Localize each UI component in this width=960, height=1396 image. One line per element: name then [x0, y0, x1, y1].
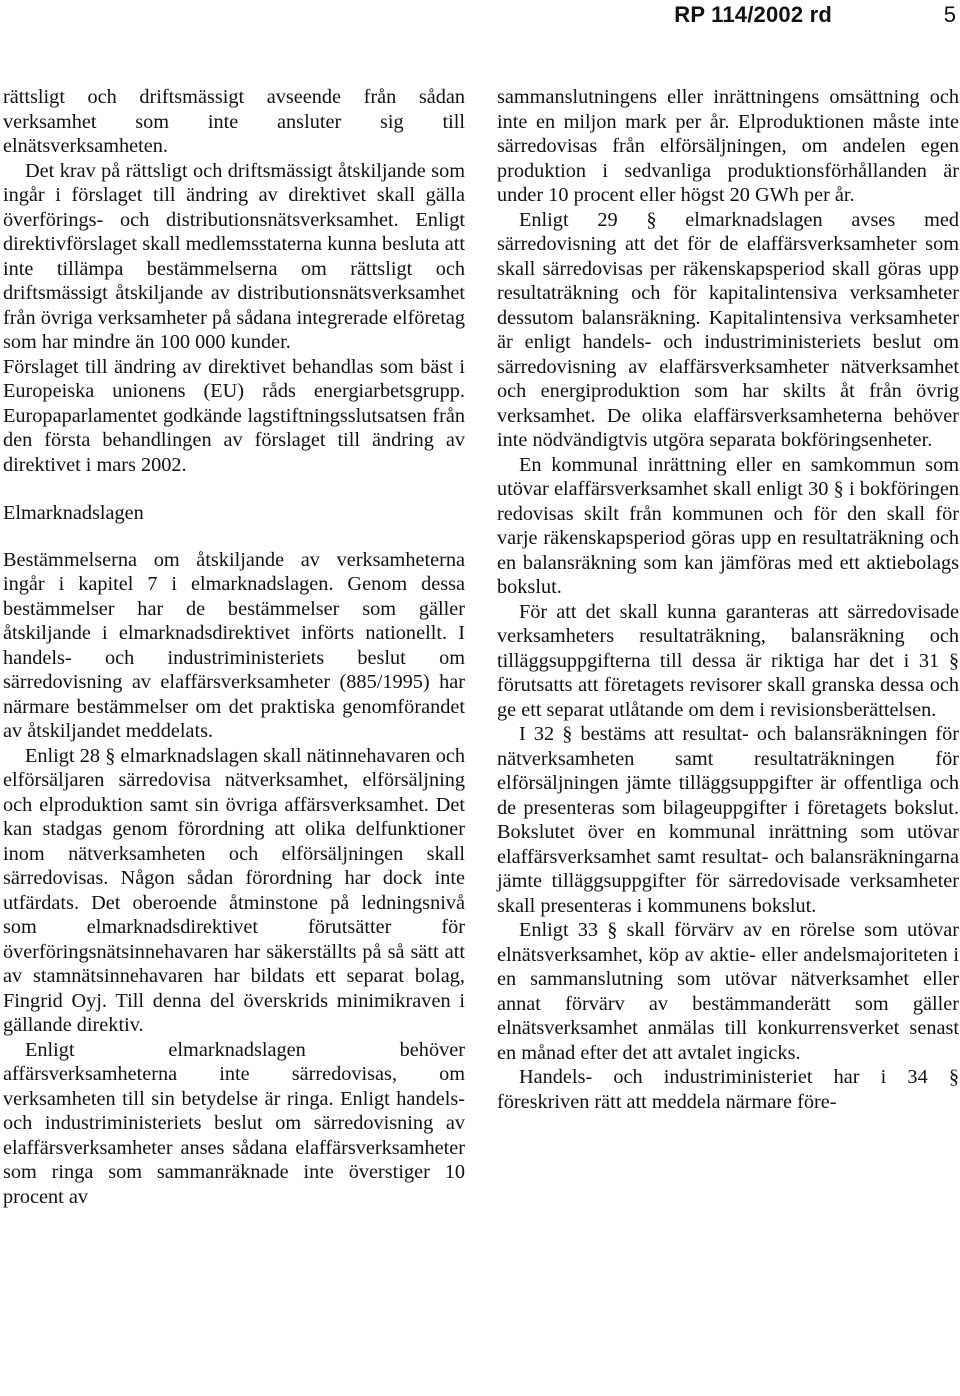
- paragraph: Enligt 29 § elmarknadslagen avses med särredovisning att det för de elaffärsverksamheter som skall särredovisas per räkenskapsperiod skall göras upp resultaträkning och för kapitalintensiva verksamheter dessutom balansräkning. Kapitalintensiva verksamheter är enligt handels- och industriministeriets beslut om särredovisning av elaffärsverksamheter nätverksamhet och energiproduktion som har skilts åt från övrig verksamhet. De olika elaffärsverksamheterna behöver inte nödvändigtvis utgöra separata bokföringsenheter.: [497, 208, 959, 451]
- paragraph: rättsligt och driftsmässigt avseende från sådan verksamhet som inte ansluter sig till elnätsverksamheten.: [3, 86, 465, 157]
- paragraph: Handels- och industriministeriet har i 34 § föreskriven rätt att meddela närmare före-: [497, 1066, 959, 1113]
- document-reference: RP 114/2002 rd: [674, 2, 832, 27]
- left-column: [3, 85, 465, 1209]
- paragraph: Förslaget till ändring av direktivet behandlas som bäst i Europeiska unionens (EU) råds energiarbetsgrupp. Europaparlamentet godkände lagstiftningsslutsatsen från den första behandlingen av förslaget till ändring av direktivet i mars 2002.: [3, 355, 465, 476]
- paragraph: En kommunal inrättning eller en samkommun som utövar elaffärsverksamhet skall enligt 30 § i bokföringen redovisas skilt från kommunen och för den skall för varje räkenskapsperiod göras upp en resultaträkning och en balansräkning som kan jämföras med ett aktiebolags bokslut.: [497, 453, 959, 598]
- paragraph: I 32 § bestäms att resultat- och balansräkningen för nätverksamheten samt resultaträkningen för elförsäljningen jämte tilläggsuppgifter är offentliga och de presenteras som bilageuppgifter i företagets bokslut. Bokslutet över en kommunal inrättning som utövar elaffärsverksamhet samt resultat- och balansräkningarna jämte tilläggsuppgifter för särredovisade verksamheter skall presenteras i kommunens bokslut.: [497, 723, 959, 917]
- paragraph: Enligt elmarknadslagen behöver affärsverksamheterna inte särredovisas, om verksamheten till sin betydelse är ringa. Enligt handels- och industriministeriets beslut om särredovisning av elaffärsverksamheter anses sådana elaffärsverksamheter som ringa som sammanräknade inte överstiger 10 procent av: [3, 1038, 465, 1208]
- paragraph: sammanslutningens eller inrättningens omsättning och inte en miljon mark per år. Elproduktionen måste inte särredovisas från elförsäljningen, om andelen egen produktion i sedvanliga produktionsförhållanden är under 10 procent eller högst 20 GWh per år.: [497, 86, 959, 206]
- paragraph: Enligt 28 § elmarknadslagen skall nätinnehavaren och elförsäljaren särredovisa nätverksamhet, elförsäljning och elproduktion samt sin övriga affärsverksamhet. Det kan stadgas genom förordning att olika delfunktioner inom nätverksamheten och elförsäljningen skall särredovisas. Någon sådan förordning har dock inte utfärdats. Det oberoende åtminstone på ledningsnivå som elmarknadsdirektivet förutsätter för överföringsnätsinnehavaren har säkerställts på så sätt att av stamnätsinnehavaren har bildats ett separat bolag, Fingrid Oyj. Till denna del överskrids minimikraven i gällande direktiv.: [3, 744, 465, 1036]
- page-number: 5: [943, 2, 956, 27]
- page-header: [0, 0, 960, 40]
- right-column: [497, 85, 959, 1114]
- paragraph: Bestämmelserna om åtskiljande av verksamheterna ingår i kapitel 7 i elmarknadslagen. Genom dessa bestämmelser har de bestämmelser som gäller åtskiljande i elmarknadsdirektivet införts nationellt. I handels- och industriministeriets beslut om särredovisning av elaffärsverksamheter (885/1995) har närmare bestämmelser om det praktiska genomförandet av åtskiljandet meddelats.: [3, 548, 465, 742]
- paragraph: För att det skall kunna garanteras att särredovisade verksamheters resultaträkning, balansräkning och tilläggsuppgifterna till dessa är riktiga har det i 31 § förutsatts att företagets revisorer skall granska dessa och ge ett separat utlåtande om dem i revisionsberättelsen.: [497, 600, 959, 721]
- section-heading: Elmarknadslagen: [3, 502, 144, 524]
- paragraph: Det krav på rättsligt och driftsmässigt åtskiljande som ingår i förslaget till ändring av direktivet skall gälla överförings- och distributionsnätsverksamhet. Enligt direktivförslaget skall medlemsstaterna kunna besluta att inte tillämpa bestämmelserna om rättsligt och driftsmässigt åtskiljande av distributionsnätsverksamhet från övriga verksamheter på sådana integrerade elföretag som har mindre än 100 000 kunder.: [3, 159, 465, 353]
- paragraph: Enligt 33 § skall förvärv av en rörelse som utövar elnätsverksamhet, köp av aktie- eller andelsmajoriteten i en sammanslutning som utövar nätverksamhet eller annat förvärv av bestämmanderätt som gäller elnätsverksamhet anmälas till konkurrensverket senast en månad efter det att avtalet ingicks.: [497, 919, 959, 1064]
